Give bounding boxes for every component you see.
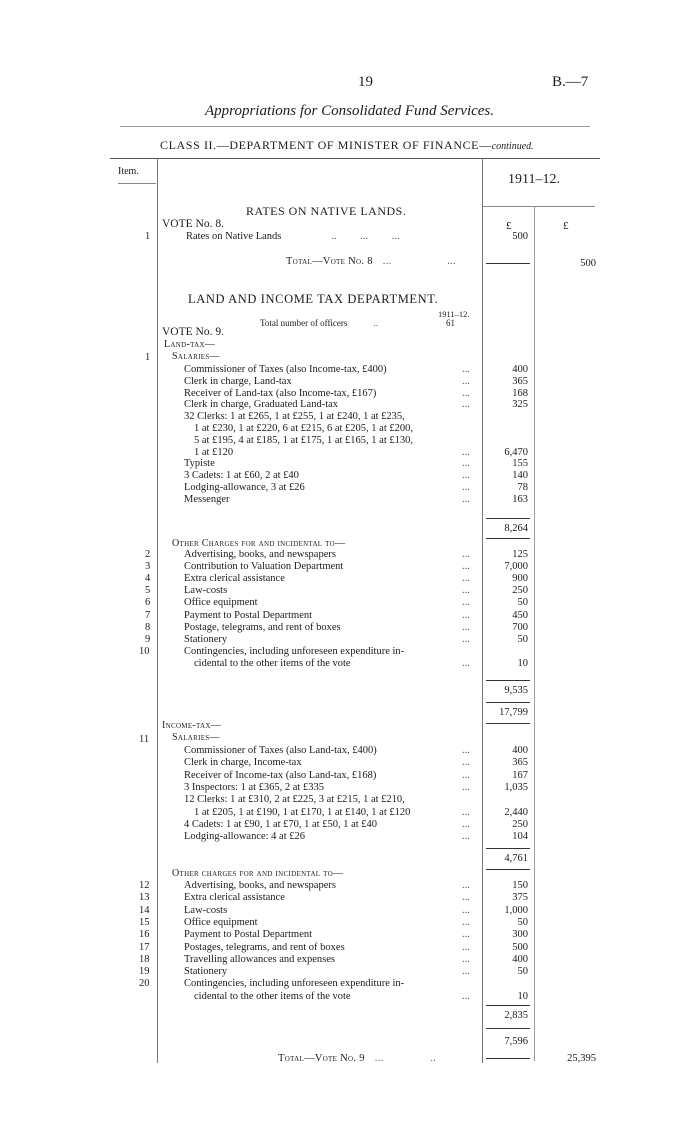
land-salaries-sum-rule — [486, 518, 530, 519]
line-item-text: Extra clerical assistance — [184, 892, 285, 904]
line-item-amount: 167 — [512, 769, 528, 781]
land-other-sum-rule — [486, 680, 530, 681]
line-item-text: 3 Cadets: 1 at £60, 2 at £40 — [184, 470, 299, 482]
leader-dots: ... — [462, 458, 470, 470]
line-item-number: 7 — [145, 609, 151, 621]
income-salaries-total: 4,761 — [504, 853, 528, 864]
page-number: 19 — [358, 74, 373, 90]
vote8-total-rule — [486, 263, 530, 264]
officers-count: 61 — [446, 318, 455, 328]
income-other-total: 2,835 — [504, 1010, 528, 1021]
leader-dots: ... — [462, 757, 470, 769]
line-item-amount: 6,470 — [504, 446, 528, 458]
line-item-text: Travelling allowances and expenses — [184, 953, 335, 965]
document-reference: B.—7 — [552, 74, 589, 90]
title-rule — [120, 126, 590, 127]
line-item-text: Payment to Postal Department — [184, 609, 313, 621]
line-item-amount: 250 — [512, 585, 528, 597]
table-top-rule — [110, 158, 600, 159]
income-other-heading: Other charges for and incidental to— — [172, 868, 344, 879]
line-item-text: Clerk in charge, Income-tax — [184, 757, 302, 769]
leader-dots: ... — [462, 470, 470, 482]
line-item-amount: 50 — [517, 966, 528, 978]
line-item-amount: 400 — [512, 364, 528, 375]
line-item-text: 1 at £230, 1 at £220, 6 at £215, 6 at £205, 1 at £200, — [194, 423, 414, 434]
line-item-text: 3 Inspectors: 1 at £365, 2 at £335 — [184, 781, 324, 793]
line-item-amount: 10 — [517, 657, 528, 669]
line-item-number: 14 — [139, 904, 150, 916]
line-item-text: Law-costs — [184, 904, 228, 916]
class-heading — [160, 138, 534, 153]
line-item-amount: 125 — [512, 549, 528, 560]
line-item-amount: 400 — [512, 745, 528, 756]
income-other-total-rule — [486, 1028, 530, 1029]
line-item-number: 6 — [145, 597, 151, 609]
amount-column-middle-divider — [534, 206, 535, 1061]
line-item-text: Lodging-allowance, 3 at £26 — [184, 482, 305, 493]
leader-dots: ... — [462, 493, 470, 505]
vote9-total-label-text: Total—Vote No. 9 — [278, 1053, 365, 1064]
line-item-text: Contingencies, including unforeseen expenditure in- — [184, 978, 405, 990]
income-tax-total: 7,596 — [504, 1036, 528, 1047]
page-title: Appropriations for Consolidated Fund Services. — [205, 103, 495, 119]
line-item-text: Stationery — [184, 966, 228, 978]
item-column-header: Item. — [118, 166, 139, 177]
vote9-total-rule — [486, 1058, 530, 1059]
class-heading-text: CLASS II.—DEPARTMENT OF MINISTER OF FINANCE— — [160, 138, 492, 152]
line-item-text: Clerk in charge, Land-tax — [184, 375, 292, 387]
line-item-amount: 50 — [517, 916, 528, 928]
land-tax-total-rule — [486, 723, 530, 724]
leader-dots: ... — [462, 387, 470, 399]
vote8-total-label-text: Total—Vote No. 8 — [286, 256, 373, 267]
land-salaries-item-number: 1 — [145, 352, 151, 363]
line-item-amount: 10 — [517, 990, 528, 1002]
line-item-number: 15 — [139, 916, 150, 928]
line-item-number: 12 — [139, 880, 150, 891]
vote8-total: 500 — [580, 258, 596, 269]
line-item-number: 20 — [139, 978, 150, 990]
land-other-total: 9,535 — [504, 685, 528, 696]
leader-dots: ... — [462, 769, 470, 781]
leader-dots: ... — [462, 880, 470, 891]
leader-dots: ... — [462, 953, 470, 965]
line-item-amount: 500 — [512, 941, 528, 953]
land-salaries-heading: Salaries— — [172, 351, 220, 362]
vote9-total: 25,395 — [567, 1053, 596, 1064]
leader-dots: ... — [462, 375, 470, 387]
land-salaries-total: 8,264 — [504, 523, 528, 534]
land-tax-total: 17,799 — [499, 707, 528, 718]
line-item-amount: 78 — [517, 482, 528, 493]
line-item-number: 3 — [145, 561, 151, 573]
line-item-number: 10 — [139, 645, 150, 657]
vote8-amount: 500 — [512, 231, 528, 242]
line-item-text: Extra clerical assistance — [184, 573, 285, 585]
line-item-text: Receiver of Income-tax (also Land-tax, £168) — [184, 769, 377, 781]
line-item-amount: 700 — [512, 621, 528, 633]
line-item-text: Advertising, books, and newspapers — [184, 549, 336, 560]
leader-dots: ... — [462, 549, 470, 560]
line-item-text: Commissioner of Taxes (also Land-tax, £400) — [184, 745, 377, 756]
line-item-amount: 50 — [517, 597, 528, 609]
leader-dots: ... — [462, 399, 470, 411]
line-item-amount: 7,000 — [504, 561, 528, 573]
item-column-divider — [157, 158, 158, 1063]
line-item-text: 32 Clerks: 1 at £265, 1 at £255, 1 at £240, 1 at £235, — [184, 411, 405, 423]
land-other-total-rule — [486, 702, 530, 703]
leader-dots: ... — [462, 364, 470, 375]
leader-dots: ... — [462, 966, 470, 978]
land-tax-heading: Land-tax— — [164, 339, 216, 350]
line-item-amount: 2,440 — [504, 806, 528, 818]
line-item-number: 13 — [139, 892, 150, 904]
line-item-number: 9 — [145, 633, 151, 645]
leader-dots: ... — [462, 929, 470, 941]
leader-dots: ... — [462, 585, 470, 597]
leader-dots: ... — [462, 892, 470, 904]
year-header-rule — [483, 206, 595, 207]
leader-dots: ... — [462, 781, 470, 793]
line-item-number: 16 — [139, 929, 150, 941]
line-item-amount: 50 — [517, 633, 528, 645]
line-item-text: 1 at £205, 1 at £190, 1 at £170, 1 at £140, 1 at £120 — [194, 806, 411, 818]
line-item-text: Messenger — [184, 493, 230, 505]
class-heading-continued: continued. — [491, 141, 534, 152]
line-item-amount: 140 — [512, 470, 528, 482]
income-salaries-heading: Salaries— — [172, 732, 220, 743]
line-item-text: Contingencies, including unforeseen expenditure in- — [184, 645, 405, 657]
line-item-text: 5 at £195, 4 at £185, 1 at £175, 1 at £165, 1 at £130, — [194, 434, 414, 446]
line-item-amount: 163 — [512, 493, 528, 505]
leader-dots: ... — [462, 609, 470, 621]
line-item-text: 1 at £120 — [194, 446, 234, 458]
line-item-text: Lodging-allowance: 4 at £26 — [184, 831, 306, 843]
line-item-number: 4 — [145, 573, 151, 585]
income-other-sum-rule — [486, 1005, 530, 1006]
line-item-text: cidental to the other items of the vote — [194, 990, 351, 1002]
line-item-text: Contribution to Valuation Department — [184, 561, 344, 573]
land-other-heading: Other Charges for and incidental to— — [172, 538, 346, 549]
leader-dots: ... — [462, 818, 470, 830]
leader-dots: ... — [462, 657, 470, 669]
line-item-amount: 900 — [512, 573, 528, 585]
income-salaries-item-number: 11 — [139, 734, 150, 745]
line-item-text: Clerk in charge, Graduated Land-tax — [184, 399, 339, 411]
item-header-rule — [118, 183, 156, 184]
line-item-text: Receiver of Land-tax (also Income-tax, £167) — [184, 387, 377, 399]
leader-dots: ... — [462, 990, 470, 1002]
vote8-line-label: Rates on Native Lands — [186, 231, 282, 242]
leader-dots: ... — [462, 831, 470, 843]
line-item-text: cidental to the other items of the vote — [194, 657, 351, 669]
leader-dots: ... — [462, 597, 470, 609]
vote9-heading: LAND AND INCOME TAX DEPARTMENT. — [188, 292, 439, 306]
line-item-text: Office equipment — [184, 916, 258, 928]
vote8-total-label: Total—Vote No. 8 ... ... — [286, 256, 456, 267]
vote9-label: VOTE No. 9. — [162, 326, 224, 338]
line-item-text: Office equipment — [184, 597, 258, 609]
line-item-amount: 365 — [512, 757, 528, 769]
vote8-line-text: Rates on Native Lands .. ... ... — [186, 231, 400, 242]
line-item-amount: 150 — [512, 880, 528, 891]
pound-sign-column1: £ — [506, 220, 512, 232]
line-item-text: Advertising, books, and newspapers — [184, 880, 336, 891]
leader-dots: ... — [462, 561, 470, 573]
line-item-amount: 155 — [512, 458, 528, 470]
line-item-amount: 300 — [512, 929, 528, 941]
line-item-text: Postages, telegrams, and rent of boxes — [184, 941, 345, 953]
line-item-number: 2 — [145, 549, 151, 560]
line-item-amount: 250 — [512, 818, 528, 830]
officers-label-text: Total number of officers — [260, 318, 348, 328]
income-salaries-total-rule — [486, 869, 530, 870]
leader-dots: ... — [462, 446, 470, 458]
line-item-text: 4 Cadets: 1 at £90, 1 at £70, 1 at £50, 1 at £40 — [184, 818, 378, 830]
leader-dots: ... — [462, 904, 470, 916]
line-item-text: Law-costs — [184, 585, 228, 597]
leader-dots: ... — [462, 941, 470, 953]
line-item-amount: 1,000 — [504, 904, 528, 916]
income-tax-heading: Income-tax— — [162, 720, 222, 731]
officers-year: 1911–12. — [438, 309, 470, 319]
amount-column-left-divider — [482, 158, 483, 1063]
officers-label: Total number of officers .. — [260, 318, 378, 328]
pound-sign-column2: £ — [563, 220, 569, 232]
line-item-amount: 168 — [512, 387, 528, 399]
line-item-amount: 325 — [512, 399, 528, 411]
leader-dots: ... — [462, 745, 470, 756]
leader-dots: ... — [462, 806, 470, 818]
line-item-number: 17 — [139, 941, 150, 953]
vote8-heading: RATES ON NATIVE LANDS. — [246, 204, 407, 218]
vote8-label: VOTE No. 8. — [162, 218, 224, 230]
leader-dots: ... — [462, 916, 470, 928]
vote8-item-number: 1 — [145, 231, 151, 242]
leader-dots: ... — [462, 633, 470, 645]
line-item-amount: 450 — [512, 609, 528, 621]
line-item-text: Postage, telegrams, and rent of boxes — [184, 621, 341, 633]
line-item-amount: 1,035 — [504, 781, 528, 793]
line-item-text: Stationery — [184, 633, 228, 645]
line-item-text: Commissioner of Taxes (also Income-tax, £400) — [184, 364, 387, 375]
land-salaries-total-rule — [486, 538, 530, 539]
leader-dots: ... — [462, 621, 470, 633]
line-item-number: 18 — [139, 953, 150, 965]
line-item-amount: 400 — [512, 953, 528, 965]
line-item-number: 19 — [139, 966, 150, 978]
line-item-text: Payment to Postal Department — [184, 929, 313, 941]
income-salaries-sum-rule — [486, 848, 530, 849]
line-item-amount: 365 — [512, 375, 528, 387]
line-item-text: Typiste — [184, 458, 215, 470]
line-item-amount: 375 — [512, 892, 528, 904]
year-column-header: 1911–12. — [508, 172, 560, 187]
leader-dots: ... — [462, 482, 470, 493]
line-item-number: 5 — [145, 585, 151, 597]
vote9-total-label: Total—Vote No. 9 ... .. — [278, 1053, 437, 1064]
line-item-number: 8 — [145, 621, 151, 633]
leader-dots: ... — [462, 573, 470, 585]
line-item-text: 12 Clerks: 1 at £310, 2 at £225, 3 at £215, 1 at £210, — [184, 794, 405, 806]
line-item-amount: 104 — [512, 831, 528, 843]
